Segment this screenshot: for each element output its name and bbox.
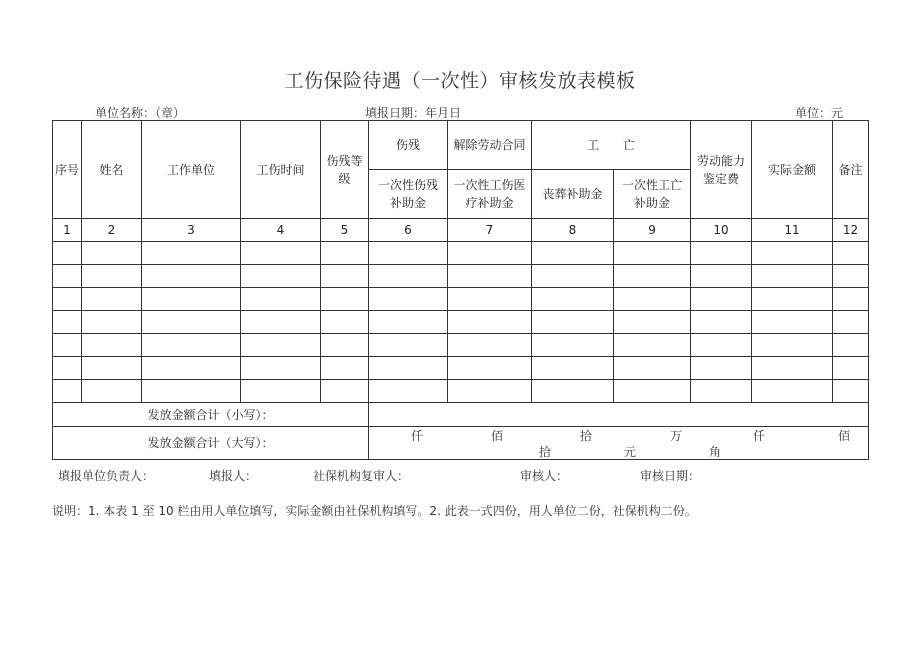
table-cell[interactable] xyxy=(532,242,614,265)
header-injury-time: 工伤时间 xyxy=(241,121,321,219)
capital-unit: 拾 xyxy=(539,445,552,459)
table-cell[interactable] xyxy=(53,311,82,334)
capital-unit: 元 xyxy=(624,445,637,459)
column-number-row xyxy=(53,219,869,242)
table-cell[interactable] xyxy=(241,288,321,311)
benefit-form-table xyxy=(52,120,869,460)
table-cell[interactable] xyxy=(752,311,833,334)
explanation-note: 说明：1. 本表 1 至 10 栏由用人单位填写，实际金额由社保机构填写。2. 此表一式四份，用人单位二份，社保机构二份。 xyxy=(52,504,697,518)
table-cell[interactable] xyxy=(321,380,369,403)
col-num: 5 xyxy=(321,219,369,242)
table-cell[interactable] xyxy=(833,288,869,311)
header-employer: 工作单位 xyxy=(142,121,241,219)
table-cell[interactable] xyxy=(614,357,691,380)
table-cell[interactable] xyxy=(691,242,752,265)
table-row xyxy=(53,380,869,403)
table-cell[interactable] xyxy=(241,265,321,288)
table-cell[interactable] xyxy=(691,265,752,288)
table-cell[interactable] xyxy=(448,288,532,311)
table-cell[interactable] xyxy=(752,357,833,380)
table-cell[interactable] xyxy=(53,265,82,288)
table-cell[interactable] xyxy=(532,311,614,334)
table-cell[interactable] xyxy=(614,311,691,334)
table-cell[interactable] xyxy=(448,265,532,288)
col-num: 4 xyxy=(241,219,321,242)
header-name: 姓名 xyxy=(82,121,142,219)
table-cell[interactable] xyxy=(53,288,82,311)
table-cell[interactable] xyxy=(82,265,142,288)
table-cell[interactable] xyxy=(691,357,752,380)
table-cell[interactable] xyxy=(448,357,532,380)
sum-big-value-cell[interactable] xyxy=(369,427,869,460)
capital-unit: 仟 xyxy=(411,429,424,443)
header-seq: 序号 xyxy=(53,121,82,219)
header-disability-grade: 伤残等级 xyxy=(321,121,369,219)
header-lump-death: 一次性工亡补助金 xyxy=(614,170,691,219)
table-cell[interactable] xyxy=(532,357,614,380)
table-cell[interactable] xyxy=(142,311,241,334)
table-cell[interactable] xyxy=(82,288,142,311)
capital-unit: 佰 xyxy=(838,429,851,443)
table-cell[interactable] xyxy=(369,357,448,380)
header-funeral: 丧葬补助金 xyxy=(532,170,614,219)
footer-filler: 填报人： xyxy=(209,469,258,483)
table-cell[interactable] xyxy=(833,357,869,380)
table-cell[interactable] xyxy=(142,288,241,311)
col-num: 2 xyxy=(82,219,142,242)
table-cell[interactable] xyxy=(53,242,82,265)
footer-reviewer: 审核人： xyxy=(520,469,569,483)
table-cell[interactable] xyxy=(691,334,752,357)
header-labor-ability-fee: 劳动能力鉴定费 xyxy=(691,121,752,219)
table-row xyxy=(53,288,869,311)
capital-unit: 仟 xyxy=(753,429,766,443)
table-row xyxy=(53,334,869,357)
table-cell[interactable] xyxy=(833,265,869,288)
table-cell[interactable] xyxy=(448,242,532,265)
table-cell[interactable] xyxy=(241,311,321,334)
table-cell[interactable] xyxy=(369,334,448,357)
table-cell[interactable] xyxy=(369,380,448,403)
header-lump-disability: 一次性伤残补助金 xyxy=(369,170,448,219)
table-cell[interactable] xyxy=(532,380,614,403)
header-death: 工 亡 xyxy=(532,121,691,170)
col-num: 9 xyxy=(614,219,691,242)
header-lump-medical: 一次性工伤医疗补助金 xyxy=(448,170,532,219)
table-cell[interactable] xyxy=(241,357,321,380)
capital-unit: 佰 xyxy=(491,429,504,443)
table-cell[interactable] xyxy=(369,311,448,334)
header-disability: 伤残 xyxy=(369,121,448,170)
table-cell[interactable] xyxy=(369,242,448,265)
table-cell[interactable] xyxy=(614,265,691,288)
table-cell[interactable] xyxy=(614,288,691,311)
table-cell[interactable] xyxy=(833,311,869,334)
table-cell[interactable] xyxy=(752,334,833,357)
table-cell[interactable] xyxy=(82,334,142,357)
capital-unit: 角 xyxy=(709,445,722,459)
header-terminate-contract: 解除劳动合同 xyxy=(448,121,532,170)
table-cell[interactable] xyxy=(53,334,82,357)
col-num: 6 xyxy=(369,219,448,242)
table-cell[interactable] xyxy=(532,288,614,311)
table-cell[interactable] xyxy=(142,242,241,265)
table-cell[interactable] xyxy=(82,357,142,380)
col-num: 3 xyxy=(142,219,241,242)
table-cell[interactable] xyxy=(833,242,869,265)
table-cell[interactable] xyxy=(82,242,142,265)
footer-responsible: 填报单位负责人： xyxy=(58,469,155,483)
table-cell[interactable] xyxy=(448,311,532,334)
col-num: 8 xyxy=(532,219,614,242)
table-row xyxy=(53,311,869,334)
sum-small-row xyxy=(53,403,869,427)
table-cell[interactable] xyxy=(369,288,448,311)
table-cell[interactable] xyxy=(448,334,532,357)
table-cell[interactable] xyxy=(321,334,369,357)
capital-unit: 拾 xyxy=(580,429,593,443)
table-cell[interactable] xyxy=(691,311,752,334)
header-row-1 xyxy=(53,121,869,170)
footer-review-date: 审核日期： xyxy=(640,469,701,483)
table-row xyxy=(53,265,869,288)
fill-date-label: 填报日期：年月日 xyxy=(365,106,462,120)
table-cell[interactable] xyxy=(833,334,869,357)
unit-name-label: 单位名称：（章） xyxy=(95,106,186,120)
table-cell[interactable] xyxy=(82,380,142,403)
table-cell[interactable] xyxy=(532,265,614,288)
col-num: 12 xyxy=(833,219,869,242)
table-cell[interactable] xyxy=(752,242,833,265)
page-title: 工伤保险待遇（一次性）审核发放表模板 xyxy=(284,70,636,92)
capital-unit: 万 xyxy=(670,429,683,443)
table-cell[interactable] xyxy=(142,357,241,380)
table-cell[interactable] xyxy=(614,380,691,403)
sum-small-label: 发放金额合计（小写）： xyxy=(53,403,369,427)
table-cell[interactable] xyxy=(752,265,833,288)
sum-big-label: 发放金额合计（大写）： xyxy=(53,427,369,460)
table-cell[interactable] xyxy=(53,380,82,403)
table-cell[interactable] xyxy=(833,380,869,403)
table-cell[interactable] xyxy=(321,242,369,265)
table-cell[interactable] xyxy=(448,380,532,403)
table-cell[interactable] xyxy=(614,242,691,265)
col-num: 7 xyxy=(448,219,532,242)
table-cell[interactable] xyxy=(752,288,833,311)
table-cell[interactable] xyxy=(142,265,241,288)
table-cell[interactable] xyxy=(614,334,691,357)
table-cell[interactable] xyxy=(321,311,369,334)
currency-unit-label: 单位：元 xyxy=(795,106,844,120)
footer-social-reviewer: 社保机构复审人： xyxy=(313,469,410,483)
table-cell[interactable] xyxy=(82,311,142,334)
table-cell[interactable] xyxy=(241,334,321,357)
table-cell[interactable] xyxy=(321,265,369,288)
col-num: 10 xyxy=(691,219,752,242)
table-row xyxy=(53,242,869,265)
table-cell[interactable] xyxy=(752,380,833,403)
sum-small-value-cell[interactable] xyxy=(369,403,869,427)
header-actual-amount: 实际金额 xyxy=(752,121,833,219)
col-num: 1 xyxy=(53,219,82,242)
table-cell[interactable] xyxy=(142,380,241,403)
col-num: 11 xyxy=(752,219,833,242)
table-row xyxy=(53,357,869,380)
table-cell[interactable] xyxy=(532,334,614,357)
table-cell[interactable] xyxy=(369,265,448,288)
table-cell[interactable] xyxy=(691,380,752,403)
header-remarks: 备注 xyxy=(833,121,869,219)
table-cell[interactable] xyxy=(321,357,369,380)
table-cell[interactable] xyxy=(691,288,752,311)
sum-big-row xyxy=(53,427,869,460)
table-cell[interactable] xyxy=(241,242,321,265)
table-cell[interactable] xyxy=(142,334,241,357)
table-cell[interactable] xyxy=(241,380,321,403)
table-cell[interactable] xyxy=(53,357,82,380)
table-cell[interactable] xyxy=(321,288,369,311)
data-rows xyxy=(53,242,869,403)
